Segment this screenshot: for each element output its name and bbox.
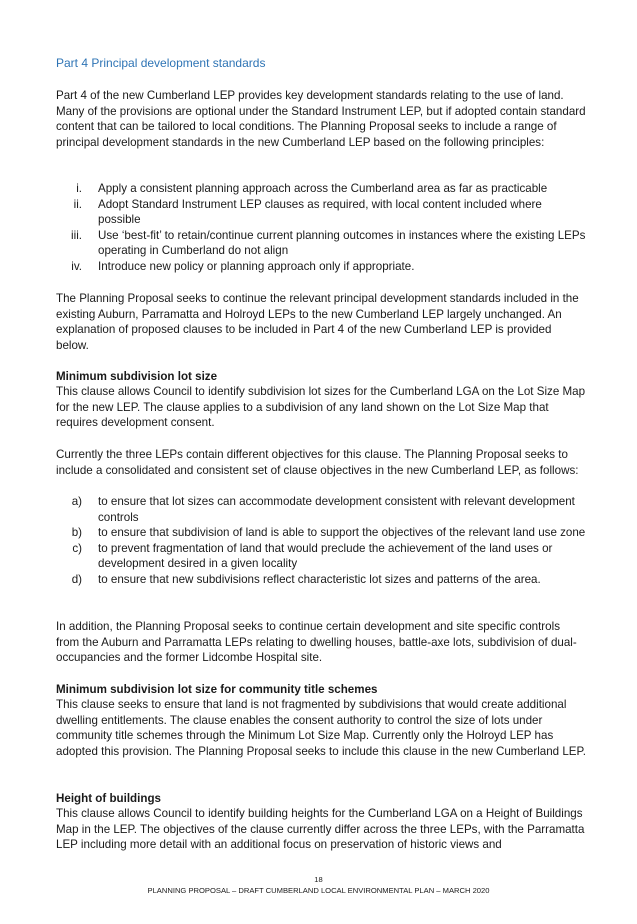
list-item (56, 197, 586, 228)
addition-paragraph: In addition, the Planning Proposal seeks to continue certain development and site specific controls from the Auburn and Parramatta LEPs relating to dwelling houses, battle-axe lots, subdivision of dual-occupancies and the former Lidcombe Hospital site. (56, 620, 577, 665)
list-item-text: Introduce new policy or planning approach only if appropriate. (98, 259, 415, 273)
list-item-text: to prevent fragmentation of land that would preclude the achievement of the land uses or development desired in a given locality (98, 541, 553, 571)
list-item-text: Adopt Standard Instrument LEP clauses as required, with local content included where possible (98, 197, 542, 227)
list-marker: i. (76, 182, 82, 195)
list-item (56, 259, 586, 275)
list-item-text: to ensure that new subdivisions reflect characteristic lot sizes and patterns of the area. (98, 572, 541, 586)
section-heading: Part 4 Principal development standards (56, 56, 266, 70)
list-item (56, 228, 586, 259)
list-item-text: to ensure that lot sizes can accommodate development consistent with relevant development controls (98, 495, 575, 524)
objectives-intro-paragraph: Currently the three LEPs contain different objectives for this clause. The Planning Proposal seeks to include a consolidated and consistent set of clause objectives in the new Cumberland LEP, as follows: (56, 448, 579, 477)
list-marker: iii. (71, 228, 82, 242)
continuation-paragraph: The Planning Proposal seeks to continue the relevant principal development standards included in the existing Auburn, Parramatta and Holroyd LEPs to the new Cumberland LEP largely unchanged. An explanation of proposed clauses to be included in Part 4 of the new Cumberland LEP is provided below. (56, 292, 579, 352)
list-item-text: to ensure that subdivision of land is able to support the objectives of the relevant land use zone (98, 526, 586, 540)
height-paragraph: This clause allows Council to identify building heights for the Cumberland LGA on a Height of Buildings Map in the LEP. The objectives of the clause currently differ across the three LEPs, with the Parramatta LEP including more detail with an additional focus on preservation of historic views and (56, 807, 585, 852)
list-item-text: Use ‘best-fit’ to retain/continue current planning outcomes in instances where the existing LEPs operating in Cumberland do not align (98, 228, 586, 258)
list-item (56, 572, 586, 588)
list-marker: iv. (71, 259, 82, 273)
intro-paragraph: Part 4 of the new Cumberland LEP provides key development standards relating to the use of land. Many of the provisions are optional under the Standard Instrument LEP, but if adopted contain standard content that can be tailored to local conditions. The Planning Proposal seeks to include a range of principal development standards in the new Cumberland LEP based on the following principles: (56, 89, 586, 149)
community-title-heading: Minimum subdivision lot size for community title schemes (56, 683, 378, 696)
min-lot-heading: Minimum subdivision lot size (56, 370, 218, 383)
list-marker: ii. (73, 197, 82, 211)
list-item-text: Apply a consistent planning approach across the Cumberland area as far as practicable (98, 182, 548, 195)
list-marker: c) (72, 541, 82, 555)
objectives-list (56, 494, 586, 588)
community-title-paragraph: This clause seeks to ensure that land is not fragmented by subdivisions that would create additional dwelling entitlements. The clause enables the consent authority to control the size of lots under community title schemes through the Minimum Lot Size Map. Currently only the Holroyd LEP has adopted this provision. The Planning Proposal seeks to include this clause in the new Cumberland LEP. (56, 698, 586, 758)
list-item (56, 541, 586, 572)
list-item (56, 525, 586, 541)
footer-title: PLANNING PROPOSAL – DRAFT CUMBERLAND LOCAL ENVIRONMENTAL PLAN – MARCH 2020 (147, 886, 490, 895)
list-item (56, 494, 586, 525)
min-lot-paragraph: This clause allows Council to identify subdivision lot sizes for the Cumberland LGA on the Lot Size Map for the new LEP. The clause applies to a subdivision of any land shown on the Lot Size Map that requires development consent. (56, 385, 586, 430)
list-marker: a) (71, 495, 82, 508)
height-heading: Height of buildings (56, 792, 161, 805)
page-number: 18 (314, 875, 323, 884)
list-marker: d) (71, 572, 82, 586)
principles-list (56, 181, 586, 275)
list-marker: b) (71, 526, 82, 540)
list-item (56, 181, 586, 197)
